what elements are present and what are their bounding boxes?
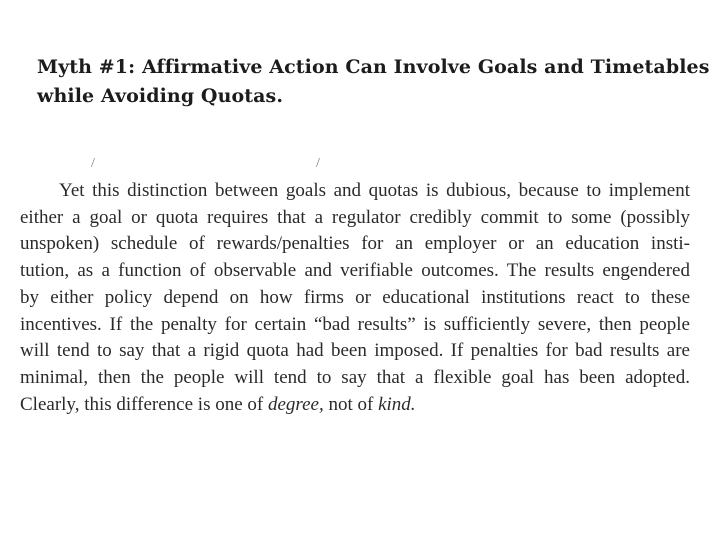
paragraph-line: Yet this distinction between goals and quotas is dubious, because to implement [59,180,690,201]
paragraph-line: minimal, then the people will tend to say that a flexible goal has been adopted. [20,366,690,388]
paragraph-line: will tend to say that a rigid quota had been imposed. If penalties for bad results are [20,340,690,362]
emphasis-kind: kind. [378,393,416,415]
body-paragraph [20,178,690,418]
scan-mark-left: / [91,156,95,171]
emphasis-degree: degree, [267,393,324,415]
paragraph-line: unspoken) schedule of rewards/penalties for an employer or an education insti- [20,233,690,255]
paragraph-line: tution, as a function of observable and verifiable outcomes. The results engendered [20,260,690,282]
heading-line-1: Myth #1: Affirmative Action Can Involve Goals and Timetables [37,56,710,78]
last-line-text-before: Clearly, this difference is one of [20,393,268,415]
paragraph-last-line [20,392,690,419]
paragraph-line: incentives. If the penalty for certain “bad results” is sufficiently severe, then people [20,313,690,335]
slide-heading [37,53,710,111]
scan-mark-right: / [316,156,320,171]
scan-marks [0,156,720,170]
paragraph-line: by either policy depend on how firms or educational institutions react to these [20,286,690,308]
last-line-text-middle: not of [323,393,379,415]
heading-line-2: while Avoiding Quotas. [37,85,284,107]
paragraph-line: either a goal or quota requires that a regulator credibly commit to some (possibly [20,206,690,228]
